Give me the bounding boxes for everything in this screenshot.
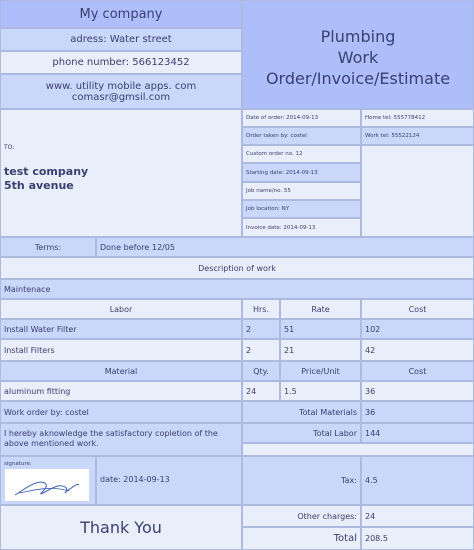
company-name: My company [79,6,163,22]
labor-row-1-hrs: 2 [242,319,280,339]
home-tel: Home tel: 555778412 [361,109,474,127]
other-charges-value: 24 [361,505,474,527]
client-name: test company [4,165,89,178]
company-email: comasr@gmsil.com [71,91,171,103]
order-taken-by: Order taken by: costel [242,127,361,145]
title-line-2: Work [337,48,379,67]
labor-header-labor: Labor [0,299,242,319]
material-row-1-cost: 36 [361,381,474,401]
starting-date: Starting date: 2014-09-13 [242,163,361,182]
invoice-date: Invoice date: 2014-09-13 [242,218,361,237]
labor-row-2-desc: Install Filters [0,339,242,361]
labor-header-rate: Rate [280,299,361,319]
acknowledge-text: I hereby aknowledge the satisfactory copletion of the above mentioned work. [0,423,242,456]
terms-label: Terms: [0,237,96,257]
labor-header-cost: Cost [361,299,474,319]
work-order-by: Work order by: costel [0,401,242,423]
company-phone: phone number: 566123452 [52,57,190,68]
material-row-1-desc: aluminum fitting [0,381,242,401]
labor-row-2-cost: 42 [361,339,474,361]
labor-header-hrs: Hrs. [242,299,280,319]
total-labor-label: Total Labor [242,423,361,443]
labor-row-1-desc: Install Water Filter [0,319,242,339]
material-header-material: Material [0,361,242,381]
tel-blank [361,145,474,237]
company-name-cell [0,0,242,28]
job-location: Job location: NY [242,200,361,218]
date-of-order: Date of order: 2014-09-13 [242,109,361,127]
total-materials-label: Total Materials [242,401,361,423]
total-materials-value: 36 [361,401,474,423]
material-header-qty: Qty. [242,361,280,381]
description-header: Description of work [0,257,474,279]
material-row-1-price: 1.5 [280,381,361,401]
total-value: 208.5 [361,527,474,550]
signature-box [5,469,89,501]
client-address: 5th avenue [4,179,74,192]
company-address-cell [0,28,242,51]
total-labor-value: 144 [361,423,474,443]
terms-value: Done before 12/05 [96,237,474,257]
custom-order-no: Custom order no. 12 [242,145,361,163]
description-value: Maintenace [0,279,474,299]
company-phone-cell [0,51,242,74]
to-label: TO: [4,144,15,151]
labor-spacer [242,443,474,456]
client-block [0,109,242,237]
job-name: Job name/no. 55 [242,182,361,200]
company-web: www. utility mobile apps. com [45,80,197,92]
labor-row-1-cost: 102 [361,319,474,339]
material-header-cost: Cost [361,361,474,381]
signature-label: signature: [4,461,32,467]
tax-value: 4.5 [361,456,474,505]
signature-image [5,469,89,501]
tax-label: Tax: [242,456,361,505]
company-web-cell [0,74,242,109]
labor-row-2-hrs: 2 [242,339,280,361]
material-row-1-qty: 24 [242,381,280,401]
title-line-3: Order/Invoice/Estimate [265,69,451,88]
other-charges-label: Other charges: [242,505,361,527]
labor-row-2-rate: 21 [280,339,361,361]
document-title [242,0,474,109]
signature-cell [0,456,96,505]
sign-date: date: 2014-09-13 [96,456,242,505]
title-line-1: Plumbing [320,27,396,46]
work-tel: Work tel: 55522124 [361,127,474,145]
labor-row-1-rate: 51 [280,319,361,339]
material-header-price: Price/Unit [280,361,361,381]
thank-you: Thank You [0,505,242,550]
company-address: adress: Water street [70,34,172,45]
total-label: Total [242,527,361,550]
